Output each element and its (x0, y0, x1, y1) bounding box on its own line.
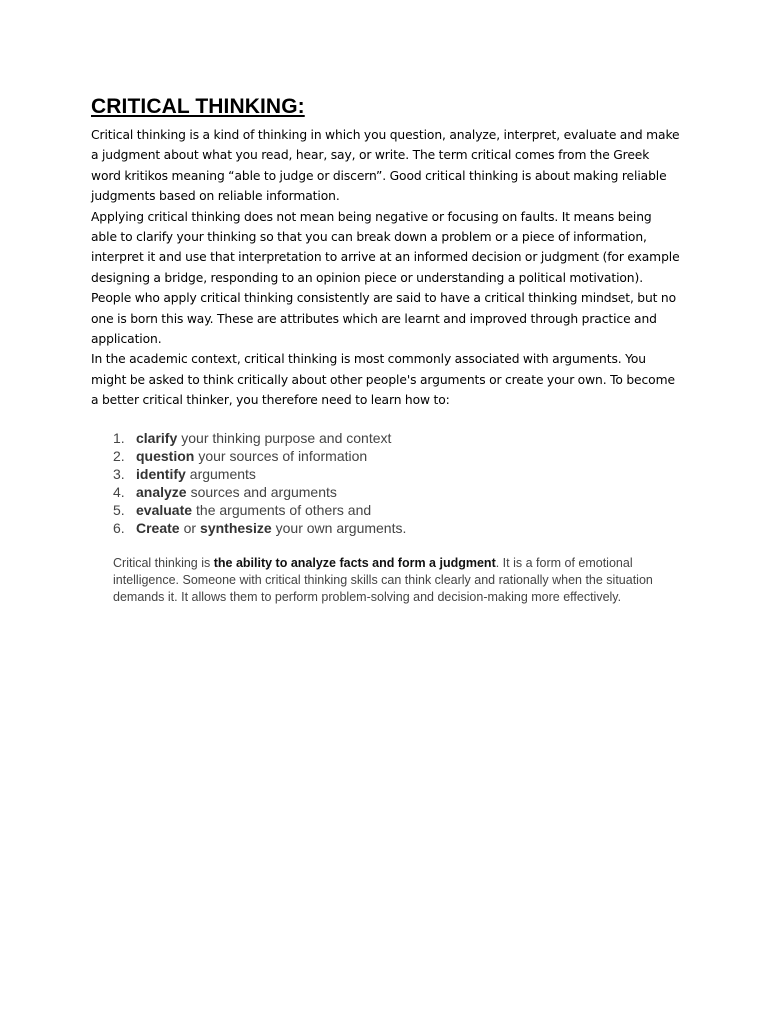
paragraph-definition: Critical thinking is a kind of thinking in which you question, analyze, interpret, evaluate and make a judgment about what you read, hear, say, or write. The term critical comes from the Greek word kritikos meaning “able to judge or discern”. Good critical thinking is about making reliable judgments based on reliable information. (91, 128, 680, 204)
skills-list (113, 429, 681, 537)
list-item-text: your sources of information (198, 447, 368, 464)
summary-suffix: . It is a form of emotional intelligence. Someone with critical thinking skills can think clearly and rationally when the situation demands it. It allows them to perform problem-solving and decision-making more effectively. (113, 555, 653, 604)
list-item (113, 465, 681, 483)
list-item-number: 5. (113, 501, 125, 518)
list-item (113, 429, 681, 447)
document-content (91, 93, 681, 606)
paragraph-mindset: People who apply critical thinking consistently are said to have a critical thinking mindset, but no one is born this way. These are attributes which are learnt and improved through practice and application. (91, 291, 677, 347)
list-item-text: the arguments of others and (196, 501, 372, 518)
list-item-number: 4. (113, 483, 125, 500)
list-item-text: sources and arguments (190, 483, 337, 500)
list-item-number: 1. (113, 429, 125, 446)
list-item-keyword: analyze (136, 483, 187, 500)
list-item-keyword: clarify (136, 429, 178, 446)
paragraph-applying: Applying critical thinking does not mean being negative or focusing on faults. It means being able to clarify your thinking so that you can break down a problem or a piece of information, interpret it and use that interpretation to arrive at an informed decision or judgment (for example designing a bridge, responding to an opinion piece or understanding a political motivation). (91, 209, 680, 285)
list-item-text: your own arguments. (275, 519, 407, 536)
list-item (113, 447, 681, 465)
list-item-keyword-secondary: synthesize (200, 519, 272, 536)
list-item-keyword: question (136, 447, 195, 464)
list-item-keyword: Create (136, 519, 180, 536)
list-item-number: 2. (113, 447, 125, 464)
list-item (113, 483, 681, 501)
list-item (113, 501, 681, 519)
list-item (113, 519, 681, 537)
paragraph-academic-context: In the academic context, critical thinking is most commonly associated with arguments. You might be asked to think critically about other people's arguments or create your own. To become a better critical thinker, you therefore need to learn how to: (91, 352, 675, 408)
list-item-number: 3. (113, 465, 125, 482)
list-item-number: 6. (113, 519, 125, 536)
list-item-text: your thinking purpose and context (181, 429, 392, 446)
summary-paragraph (113, 555, 669, 606)
list-item-keyword: evaluate (136, 501, 193, 518)
list-item-keyword: identify (136, 465, 186, 482)
list-item-text: arguments (189, 465, 256, 482)
document-title: CRITICAL THINKING: (91, 95, 305, 118)
summary-prefix: Critical thinking is (113, 555, 214, 570)
list-item-connector: or (183, 519, 197, 536)
summary-bold: the ability to analyze facts and form a judgment (213, 555, 496, 570)
